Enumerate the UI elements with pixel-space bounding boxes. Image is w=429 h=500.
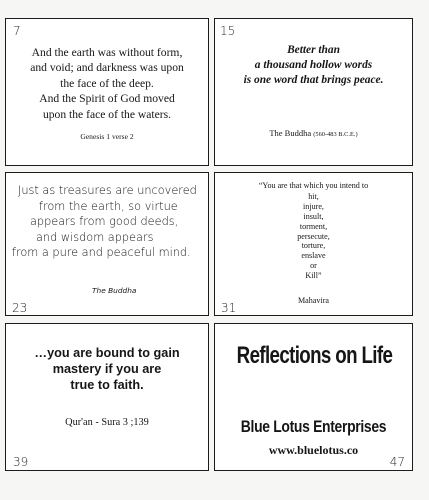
quote-line: the face of the deep. bbox=[60, 76, 154, 90]
deck-title: Reflections on Life bbox=[236, 342, 393, 369]
quote-word: enslave bbox=[301, 251, 326, 261]
source-name: The Buddha bbox=[269, 128, 312, 138]
quote-line: mastery if you are bbox=[52, 361, 162, 376]
card-number: 47 bbox=[389, 455, 405, 469]
quote-line: and wisdom appears bbox=[36, 230, 154, 244]
quote-card-genesis bbox=[5, 18, 209, 166]
quote-source: Qur'an - Sura 3 ;139 bbox=[65, 417, 149, 428]
quote-word: torment, bbox=[299, 221, 328, 231]
quote-line: a thousand hollow words bbox=[254, 58, 373, 71]
quote-line: from a pure and peaceful mind. bbox=[12, 246, 191, 260]
quote-lead bbox=[215, 181, 412, 202]
quote-word: or bbox=[310, 261, 317, 271]
quote-source: The Buddha bbox=[92, 286, 137, 295]
quote-word: torture, bbox=[301, 241, 326, 251]
quote-line: appears from good deeds, bbox=[30, 215, 179, 229]
quote-word: Kill” bbox=[305, 270, 322, 280]
quote-line: hit, bbox=[308, 191, 319, 201]
quote-line: And the earth was without form, bbox=[31, 46, 183, 59]
quote-line: …you are bound to gain bbox=[34, 346, 180, 360]
quote-line: “You are that which you intend to bbox=[258, 181, 369, 190]
quote-line: is one word that brings peace. bbox=[243, 73, 384, 86]
quote-word: insult, bbox=[303, 211, 324, 221]
quote-text bbox=[12, 183, 200, 261]
website-text: www.bluelotus.co bbox=[268, 443, 359, 457]
card-number: 39 bbox=[13, 455, 29, 469]
quote-source: Genesis 1 verse 2 bbox=[80, 132, 134, 141]
quote-text bbox=[6, 346, 208, 393]
quote-card-mahavira bbox=[214, 172, 413, 316]
quote-line: upon the face of the waters. bbox=[42, 107, 172, 121]
quote-card-quran bbox=[5, 323, 209, 471]
quote-source: Mahavira bbox=[297, 296, 329, 305]
card-number: 31 bbox=[221, 301, 237, 315]
quote-line: true to faith. bbox=[70, 377, 144, 392]
quote-word-list bbox=[215, 202, 412, 281]
quote-word: injure, bbox=[303, 202, 324, 211]
card-number: 7 bbox=[13, 24, 21, 38]
quote-line: And the Spirit of God moved bbox=[39, 92, 175, 106]
title-card bbox=[214, 323, 413, 471]
quote-line: Better than bbox=[287, 44, 340, 56]
source-dates: (560-483 B.C.E.) bbox=[313, 131, 358, 138]
quote-word: persecute, bbox=[297, 231, 330, 241]
company-name: Blue Lotus Enterprises bbox=[240, 417, 387, 436]
card-number: 23 bbox=[12, 301, 28, 315]
quote-text bbox=[6, 45, 208, 122]
quote-card-buddha-words bbox=[214, 18, 413, 166]
quote-text bbox=[215, 43, 412, 87]
quote-source bbox=[215, 128, 412, 138]
quote-card-buddha-treasures bbox=[5, 172, 209, 316]
quote-line: Just as treasures are uncovered bbox=[18, 184, 197, 197]
quote-line: from the earth, so virtue bbox=[39, 199, 178, 213]
quote-line: and void; and darkness was upon bbox=[30, 61, 184, 75]
card-number: 15 bbox=[220, 24, 236, 38]
